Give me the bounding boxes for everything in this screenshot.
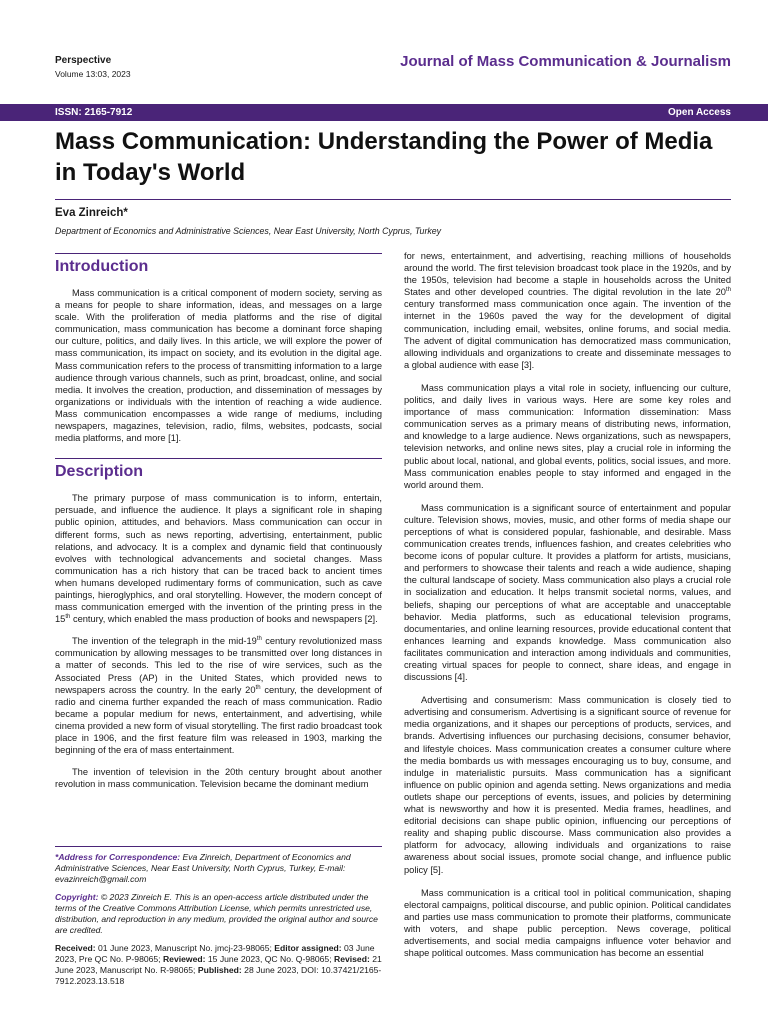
right-column: [404, 250, 731, 970]
copyright-note: Copyright: © 2023 Zinreich E. This is an open-access article distributed under the terms of the Creative Commons Attribution License, which permits unrestricted use, distribution, and reproduction in any medium, provided the original author and source are credited.: [55, 892, 378, 935]
volume-info: Volume 13:03, 2023: [55, 69, 131, 79]
footnote-divider: [55, 846, 382, 847]
description-heading: Description: [55, 463, 144, 481]
header-meta: [55, 55, 131, 79]
author-affiliation: Department of Economics and Administrative Sciences, Near East University, North Cyprus, Turkey: [55, 226, 442, 236]
description-paragraph: The primary purpose of mass communication is to inform, entertain, persuade, and influence the audience. It plays a significant role in shaping public opinion, attitudes, and behaviors. Mass communication can occur in different forms, such as news reporting, advertising, entertainment, public relations, and advocacy. It is a complex and dynamic field that continuously evolves with technological advancements and societal changes. Mass communication has a rich history that can be traced back to ancient times when humans developed rudimentary forms of communication, such as cave paintings, hieroglyphics, and oral storytelling. However, the modern concept of mass communication emerged with the invention of the printing press in the 15th century, which enabled the mass production of books and newspapers [2].: [55, 493, 382, 625]
issn: ISSN: 2165-7912: [55, 107, 133, 118]
issn-bar: [0, 104, 768, 121]
article-dates: Received: 01 June 2023, Manuscript No. jmcj-23-98065; Editor assigned: 03 June 2023, Pre QC No. P-98065; Reviewed: 15 June 2023, QC No. Q-98065; Revised: 21 June 2023, Manuscript No. R-98065; Published: 28 June 2023, DOI: 10.37421/2165-7912.2023.13.518: [55, 943, 382, 986]
body-paragraph: Mass communication is a critical tool in political communication, shaping electoral campaigns, political discourse, and public opinion. Political candidates and parties use mass communication to promote their platforms, communicate with voters, and shape public perception. News coverage, political advertisements, and social media campaigns influence voter behavior and shape political outcomes. Mass communication has become an essential: [404, 887, 731, 959]
correspondence-note: *Address for Correspondence: Eva Zinreich, Department of Economics and Administrative Sciences, Near East University, North Cyprus, Turkey, E-mail: evazinreich@gmail.com: [55, 852, 351, 884]
article-type: Perspective: [55, 55, 112, 66]
body-paragraph: Mass communication plays a vital role in society, influencing our culture, politics, and daily lives in various ways. Here are some key roles and importance of mass communication: Information dissemination: Mass communication serves as a primary means of distributing news, information, and knowledge to a large audience. News organizations, such as newspapers, television networks, and online news sites, play a crucial role in informing the public about local, national, and global events, politics, social issues, and more. Mass communication enables people to stay informed and engaged in the world around them.: [404, 382, 731, 490]
article-title: Mass Communication: Understanding the Power of Media in Today's World: [55, 128, 713, 186]
section-divider: [55, 458, 382, 459]
footnotes: [55, 846, 382, 987]
description-paragraph: The invention of the telegraph in the mid-19th century revolutionized mass communication by allowing messages to be transmitted over long distances in a matter of seconds. This led to the rise of wire services, such as the Associated Press (AP) in the United States, which provided news to newspapers across the country. In the early 20th century, the development of radio and cinema further expanded the reach of mass communication. Radio became a popular medium for news, entertainment, and advertising, while cinema provided a new form of visual storytelling. The first radio broadcast took place in 1906, and the first feature film was released in 1903, marking the beginning of the era of mass entertainment.: [55, 636, 383, 756]
body-paragraph: for news, entertainment, and advertising, reaching millions of households around the world. The first television broadcast took place in the 1920s, and by the 1950s, television had become a staple in households across the United States and other developed countries. The digital revolution in the late 20th century transformed mass communication once again. The invention of the internet in the 1960s paved the way for the development of digital communication, including email, websites, online forums, and social media. The advent of digital communication has democratized mass communication, allowing individuals and organizations to create and disseminate messages to a global audience with ease [3].: [404, 251, 731, 370]
body-paragraph: Advertising and consumerism: Mass communication is closely tied to advertising and consumerism. Advertising is a significant source of revenue for media organizations, and it shapes our perceptions of products, services, and brands. Advertising influences our purchasing decisions, consumer behavior, and lifestyle choices. Mass communication creates a consumer culture where the media bombards us with messages encouraging us to buy, consume, and indulge in materialistic pursuits. Mass communication has a significant influence on public opinion and agenda setting. News organizations and media outlets shape our perceptions of events, issues, and policies by determining what is newsworthy and how it is presented. Media frames, headlines, and editorial decisions can shape public opinion, influencing our perceptions of reality and shaping public discourse. Mass communication also provides a platform for advocacy, allowing individuals and organizations to raise awareness about social issues, promote social change, and influence public policy [5].: [404, 695, 731, 875]
journal-name: Journal of Mass Communication & Journalism: [400, 53, 731, 70]
open-access-label: Open Access: [668, 107, 731, 118]
description-paragraph: The invention of television in the 20th century brought about another revolution in mass communication. Television became the dominant medium: [55, 767, 382, 790]
left-column: [55, 253, 382, 800]
body-paragraph: Mass communication is a significant source of entertainment and popular culture. Television shows, movies, music, and other forms of media shape our perceptions of what is considered popular, fashionable, and desirable. Mass communication creates trends, influences fashion, and creates celebrities who become icons of popular culture. It provides a platform for artists, musicians, and performers to showcase their talents and reach a wide audience, shaping the cultural landscape of society. Mass communication also plays a crucial role in socialization and education. It helps transmit societal norms, values, and beliefs, shaping our perceptions of what are acceptable and unacceptable behavior. Media platforms, such as educational television programs, documentaries, and online learning resources, provide educational content that enhances learning and expands knowledge. Mass communication also facilitates communication and interaction among individuals and communities, creating virtual spaces for people to connect, share ideas, and engage in discussions [4].: [404, 502, 731, 683]
introduction-heading: Introduction: [55, 258, 149, 275]
title-divider: [55, 199, 731, 200]
author-name: Eva Zinreich*: [55, 207, 128, 219]
section-divider: [55, 253, 382, 254]
intro-paragraph: Mass communication is a critical component of modern society, serving as a means for people to share information, ideas, and messages on a large scale. With the proliferation of media platforms and the rise of digital communication, mass communication has become a dominant force shaping our culture, politics, and daily lives. In this article, we will explore the power of mass communication, its impact on society, and its evolution in the digital age. Mass communication refers to the process of transmitting information to a large audience through various channels, such as print, broadcast, online, and social media. It involves the creation, production, and dissemination of messages by organizations or individuals with the intention of reaching a wide audience. Mass communication encompasses a wide range of mediums, including newspapers, magazines, television, radio, films, websites, podcasts, social media platforms, and more [1].: [55, 288, 382, 444]
